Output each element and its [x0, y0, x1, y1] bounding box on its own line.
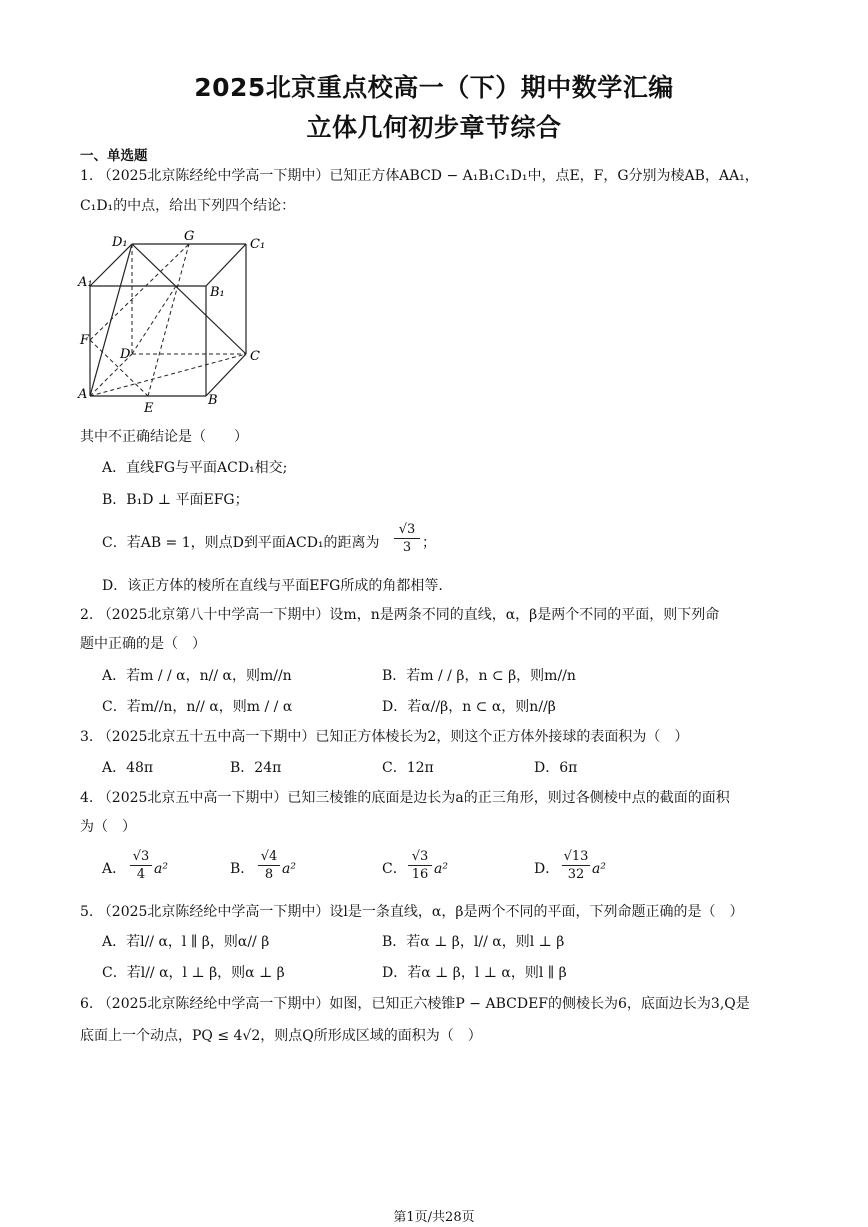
page-title: 2025北京重点校高一（下）期中数学汇编	[194, 73, 674, 102]
label-B1: B₁	[210, 285, 225, 300]
q1-stem: 其中不正确结论是（ ）	[80, 429, 248, 445]
label-A1: A₁	[78, 275, 93, 290]
q2-option-c: C．若m//n，n// α，则m / / α	[102, 699, 293, 715]
cube-figure	[76, 226, 276, 416]
q4-option-c-label: C．	[382, 861, 407, 877]
q4-line1: 4. （2025北京五中高一下期中）已知三棱锥的底面是边长为a的正三角形，则过各侧棱中点的截面的面积	[80, 790, 730, 806]
q4-option-a-fraction	[130, 848, 152, 883]
q1-option-b: B．B₁D ⊥ 平面EFG；	[102, 492, 249, 508]
q6-line2: 底面上一个动点，PQ ≤ 4√2，则点Q所形成区域的面积为（ ）	[80, 1028, 482, 1044]
q1-line1: 1. （2025北京陈经纶中学高一下期中）已知正方体ABCD − A₁B₁C₁D₁中，点E，F，G分别为棱AB，AA₁，	[80, 168, 759, 184]
q4-option-a-label: A．	[102, 861, 127, 877]
q5-option-b: B．若α ⊥ β，l// α，则l ⊥ β	[382, 934, 565, 950]
q4-option-d-label: D．	[534, 861, 560, 877]
page-number: 第1页/共28页	[393, 1210, 475, 1225]
q3-option-d: D．6π	[534, 760, 578, 776]
fraction-denominator: 4	[136, 867, 146, 882]
q4-option-a-var: a²	[154, 861, 168, 877]
q4-option-b-var: a²	[282, 861, 296, 877]
label-D: D	[120, 347, 131, 362]
page-subtitle: 立体几何初步章节综合	[306, 113, 562, 142]
q4-option-c-var: a²	[434, 861, 448, 877]
q4-option-b-fraction	[258, 848, 280, 883]
q2-option-d: D．若α//β，n ⊂ α，则n//β	[382, 699, 556, 715]
q1-option-c-end: ；	[422, 535, 436, 551]
label-C1: C₁	[250, 237, 266, 252]
q1-option-c	[102, 533, 380, 553]
q3-option-c: C．12π	[382, 760, 434, 776]
q1-option-c-fraction	[394, 521, 420, 556]
fraction-numerator: √13	[563, 849, 589, 864]
label-D1: D₁	[112, 235, 128, 250]
section-heading: 一、单选题	[80, 148, 148, 164]
fraction-numerator: √3	[408, 848, 432, 866]
q3-line1: 3. （2025北京五十五中高一下期中）已知正方体棱长为2，则这个正方体外接球的表面积为（ ）	[80, 729, 689, 745]
fraction-numerator: √3	[130, 848, 152, 866]
label-G: G	[184, 229, 195, 244]
q6-line1: 6. （2025北京陈经纶中学高一下期中）如图，已知正六棱锥P − ABCDEF的侧棱长为6，底面边长为3,Q是	[80, 996, 750, 1012]
q2-line1: 2. （2025北京第八十中学高一下期中）设m，n是两条不同的直线，α，β是两个不同的平面，则下列命	[80, 607, 720, 623]
q1-line2: C₁D₁的中点，给出下列四个结论：	[80, 198, 296, 214]
q3-option-a: A．48π	[102, 760, 154, 776]
q4-option-c-fraction	[408, 848, 432, 883]
label-A: A	[78, 387, 88, 402]
q4-option-d-fraction	[562, 848, 590, 883]
q1-option-d: D．该正方体的棱所在直线与平面EFG所成的角都相等.	[102, 578, 443, 594]
fraction-denominator: 32	[567, 867, 585, 882]
label-E: E	[144, 401, 154, 416]
q4-option-d-var: a²	[592, 861, 606, 877]
q1-option-c-text: C．若AB = 1，则点D到平面ACD₁的距离为	[102, 535, 380, 551]
q4-line2: 为（ ）	[80, 819, 136, 835]
fraction-numerator: √3	[394, 521, 420, 539]
q2-option-b: B．若m / / β，n ⊂ β，则m//n	[382, 668, 576, 684]
q5-option-d: D．若α ⊥ β，l ⊥ α，则l ∥ β	[382, 965, 567, 981]
q2-line2: 题中正确的是（ ）	[80, 636, 206, 652]
q5-option-a: A．若l// α，l ∥ β，则α// β	[102, 934, 270, 950]
label-F: F	[80, 333, 90, 348]
q1-option-a: A．直线FG与平面ACD₁相交;	[102, 460, 288, 476]
fraction-numerator: √4	[258, 848, 280, 866]
q2-option-a: A．若m / / α，n// α，则m//n	[102, 668, 292, 684]
label-B: B	[208, 393, 218, 408]
q3-option-b: B．24π	[230, 760, 282, 776]
label-C: C	[250, 349, 260, 364]
fraction-denominator: 16	[411, 867, 429, 882]
fraction-denominator: 8	[264, 867, 274, 882]
q5-line1: 5. （2025北京陈经纶中学高一下期中）设l是一条直线，α，β是两个不同的平面，下列命题正确的是（ ）	[80, 904, 744, 920]
q4-option-b-label: B．	[230, 861, 255, 877]
fraction-denominator: 3	[402, 540, 412, 555]
q5-option-c: C．若l// α，l ⊥ β，则α ⊥ β	[102, 965, 285, 981]
